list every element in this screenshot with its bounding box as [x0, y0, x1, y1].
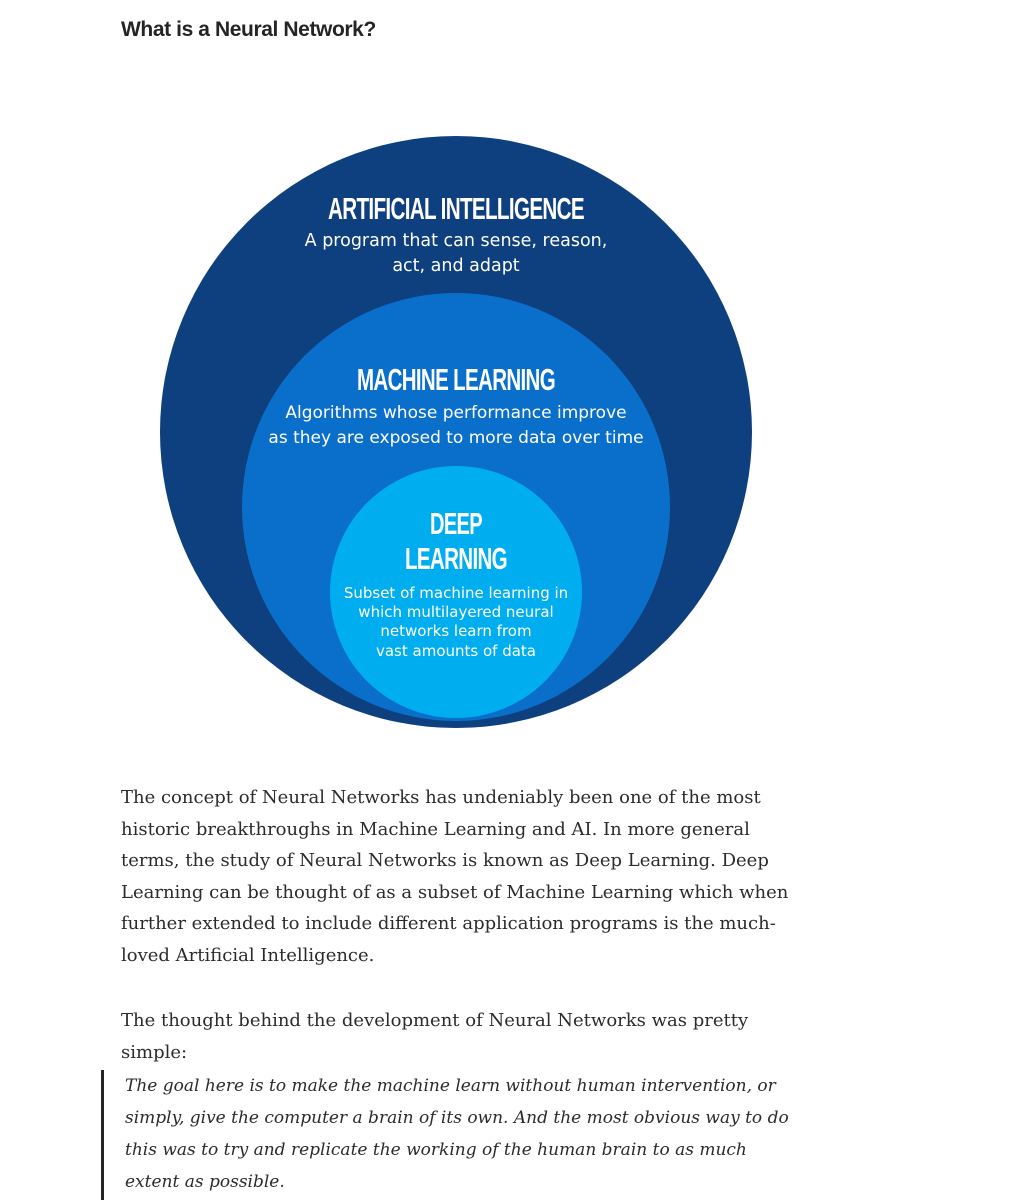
dl-description-line-2: which multilayered neural: [358, 603, 554, 621]
ml-description-line-2: as they are exposed to more data over time: [268, 428, 644, 448]
dl-title-line-1: DEEP: [430, 506, 483, 541]
quote-text: The goal here is to make the machine learn without human intervention, or simply, give the computer a brain of its own. And the most obvious way to do this was to try and replicate the working of the human brain to as much extent as possible.: [125, 1076, 789, 1192]
ml-title: MACHINE LEARNING: [357, 362, 555, 397]
block-quote: [101, 1070, 811, 1200]
intro-paragraph: The concept of Neural Networks has undeniably been one of the most historic breakthroughs in Machine Learning and AI. In more general terms, the study of Neural Networks is known as Deep Learning. Deep Learning can be thought of as a subset of Machine Learning which when further extended to include different application programs is the much-loved Artificial Intelligence.: [121, 787, 789, 966]
lead-in-paragraph: The thought behind the development of Neural Networks was pretty simple:: [121, 1010, 749, 1063]
dl-description-line-3: networks learn from: [380, 622, 532, 640]
ai-title: ARTIFICIAL INTELLIGENCE: [328, 191, 585, 226]
section-heading: What is a Neural Network?: [121, 18, 376, 41]
ai-description-line-2: act, and adapt: [392, 256, 520, 276]
ml-description-line-1: Algorithms whose performance improve: [285, 403, 627, 423]
ai-description-line-1: A program that can sense, reason,: [304, 231, 608, 251]
dl-title-line-2: LEARNING: [405, 541, 507, 576]
dl-description-line-1: Subset of machine learning in: [343, 584, 569, 602]
dl-description-line-4: vast amounts of data: [375, 642, 537, 660]
